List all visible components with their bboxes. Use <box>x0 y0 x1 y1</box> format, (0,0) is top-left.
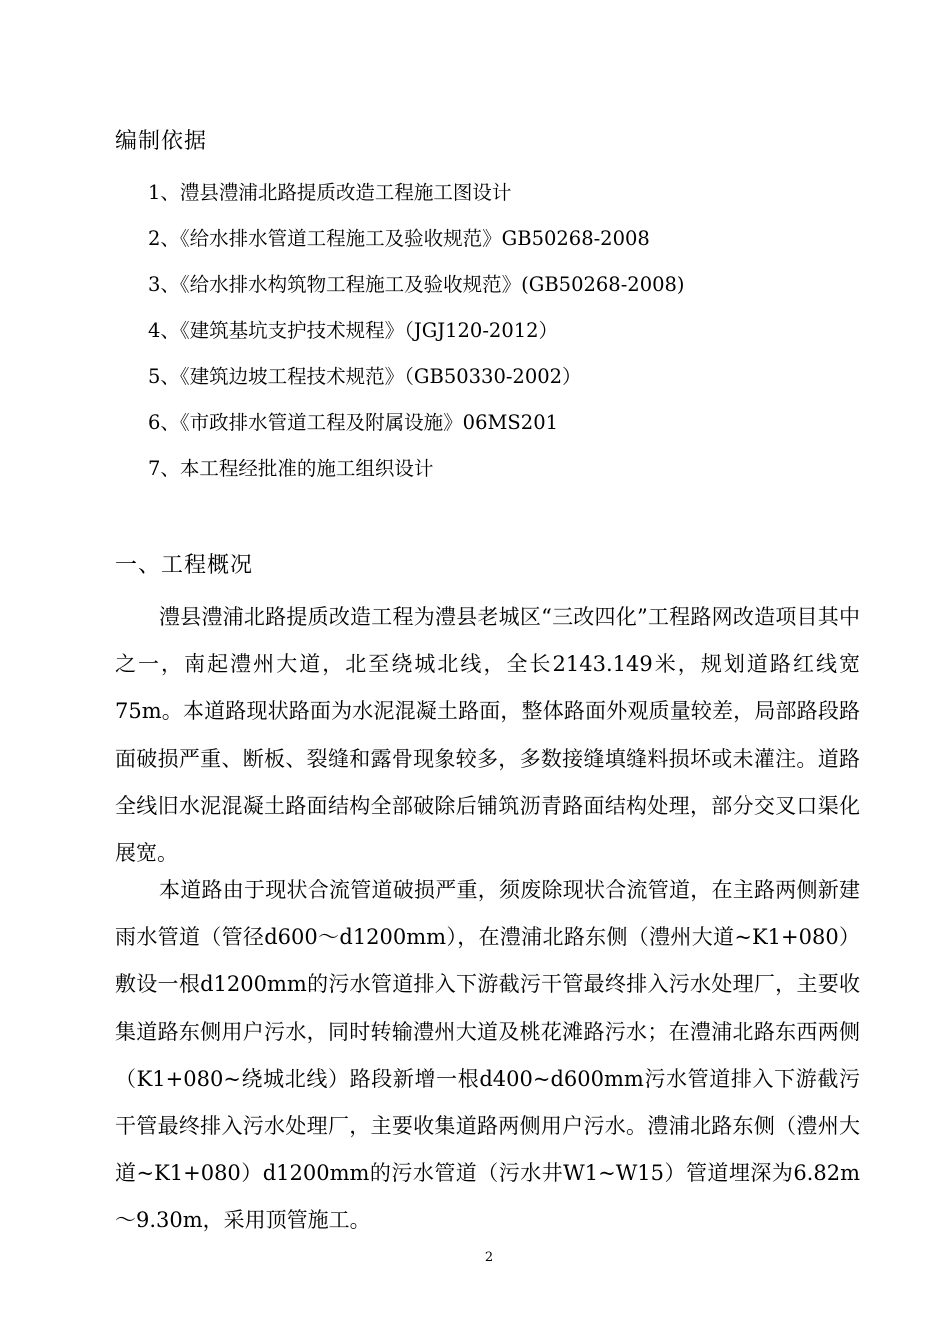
overview-section-title: 一、工程概况 <box>115 553 254 578</box>
basis-item: 4、《建筑基坑支护技术规程》（JGJ120-2012） <box>148 319 559 342</box>
overview-paragraph: 本道路由于现状合流管道破损严重，须废除现状合流管道，在主路两侧新建雨水管道（管径d600～d1200mm），在澧浦北路东侧（澧州大道~K1+080）敷设一根d1200mm的污水管道排入下游截污干管最终排入污水处理厂，主要收集道路东侧用户污水，同时转输澧州大道及桃花滩路污水；在澧浦北路东西两侧（K1+080~绕城北线）路段新增一根d400~d600mm污水管道排入下游截污干管最终排入污水处理厂，主要收集道路两侧用户污水。澧浦北路东侧（澧州大道~K1+080）d1200mm的污水管道（污水井W1~W15）管道埋深为6.82m～9.30m，采用顶管施工。 <box>115 878 860 1233</box>
basis-section-title: 编制依据 <box>115 129 208 154</box>
basis-item: 2、《给水排水管道工程施工及验收规范》GB50268-2008 <box>148 227 650 250</box>
basis-item: 5、《建筑边坡工程技术规范》（GB50330-2002） <box>148 365 582 388</box>
basis-item: 6、《市政排水管道工程及附属设施》06MS201 <box>148 411 559 434</box>
basis-item: 1、澧县澧浦北路提质改造工程施工图设计 <box>148 181 512 204</box>
overview-paragraph: 澧县澧浦北路提质改造工程为澧县老城区“三改四化”工程路网改造项目其中之一，南起澧州大道，北至绕城北线，全长2143.149米，规划道路红线宽75m。本道路现状路面为水泥混凝土路面，整体路面外观质量较差，局部路段路面破损严重、断板、裂缝和露骨现象较多，多数接缝填缝料损坏或未灌注。道路全线旧水泥混凝土路面结构全部破除后铺筑沥青路面结构处理，部分交叉口渠化展宽。 <box>115 605 860 866</box>
page-number: 2 <box>484 1250 494 1265</box>
basis-item: 7、本工程经批准的施工组织设计 <box>148 457 434 480</box>
basis-list <box>148 178 685 500</box>
basis-item: 3、《给水排水构筑物工程施工及验收规范》(GB50268-2008) <box>148 273 685 296</box>
